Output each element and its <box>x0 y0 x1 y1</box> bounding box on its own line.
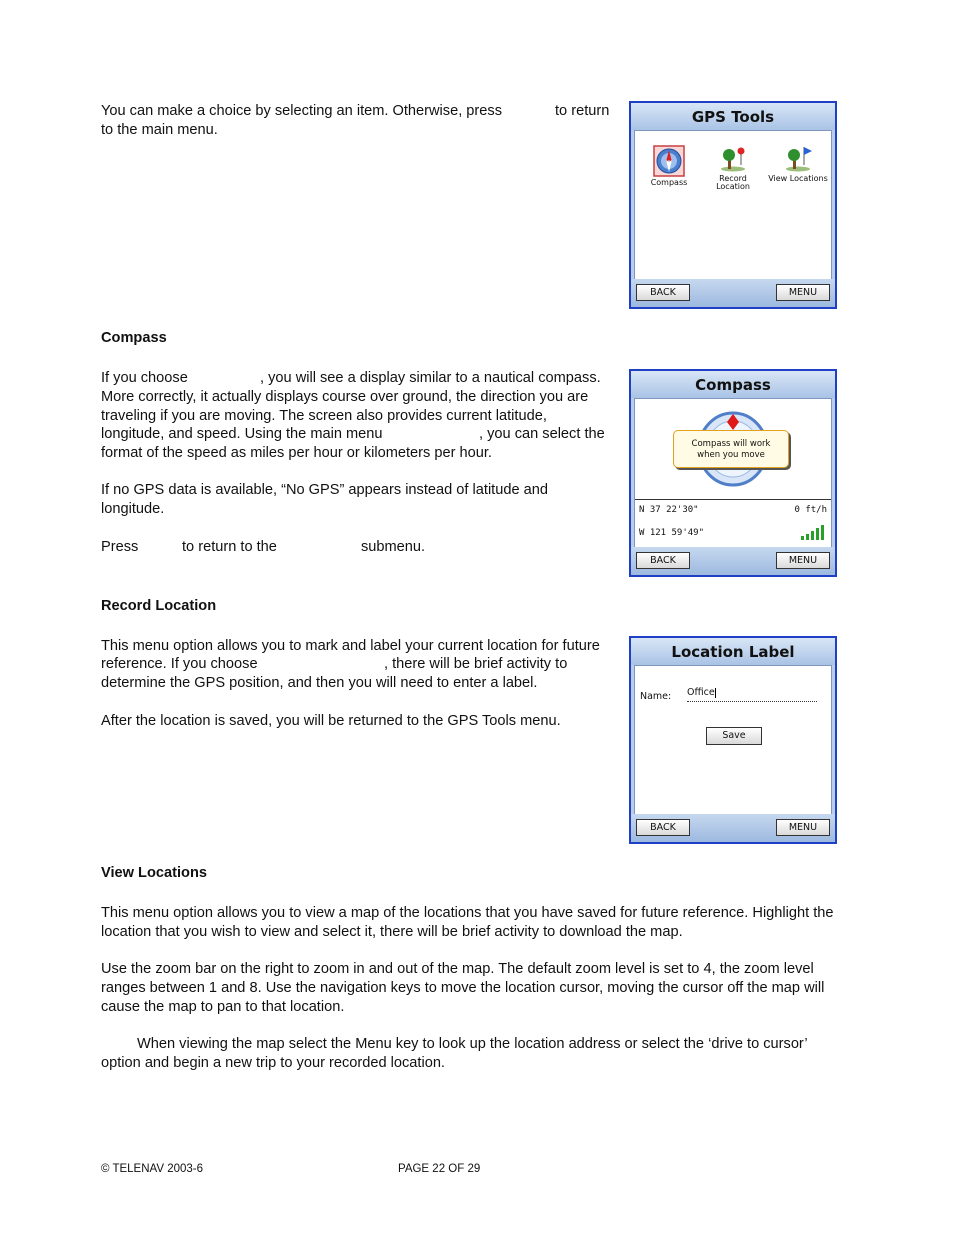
compass-screen <box>629 369 837 577</box>
gps-tools-screen <box>629 101 837 309</box>
signal-strength-icon <box>801 524 827 540</box>
back-button[interactable]: BACK <box>636 819 690 836</box>
record-l2a: reference. If you choose <box>101 656 258 672</box>
tree-flag-icon <box>782 145 814 173</box>
compass-p2-l2: longitude. <box>101 501 165 517</box>
location-label-title: Location Label <box>631 638 835 665</box>
compass-p1-l3: traveling if you are moving. The screen also provides current latitude, <box>101 408 547 424</box>
record-l3: determine the GPS position, and then you will need to enter a label. <box>101 675 538 691</box>
compass-p1-l5: format of the speed as miles per hour or kilometers per hour. <box>101 445 492 461</box>
compass-p3a: Press <box>101 539 139 555</box>
compass-message-line2: when you move <box>697 450 765 460</box>
view-p2-l3: cause the map to pan to that location. <box>101 999 345 1015</box>
back-button[interactable]: BACK <box>636 284 690 301</box>
location-label-screen <box>629 636 837 844</box>
record-l4: After the location is saved, you will be returned to the GPS Tools menu. <box>101 713 561 729</box>
compass-p3b: to return to the <box>182 539 277 555</box>
back-button[interactable]: BACK <box>636 552 690 569</box>
view-p1-l1: This menu option allows you to view a map of the locations that you have saved for future reference. Highlight the <box>101 905 834 921</box>
record-l1: This menu option allows you to mark and label your current location for future <box>101 638 600 654</box>
speed-readout: 0 ft/h <box>794 505 827 515</box>
intro-part1: You can make a choice by selecting an item. Otherwise, press <box>101 103 502 119</box>
record-l2b: , there will be brief activity to <box>384 656 568 672</box>
compass-message-box <box>673 430 789 468</box>
tool-view-locations-label: View Locations <box>768 174 828 183</box>
divider <box>635 499 831 500</box>
view-p1-l2: location that you wish to view and select it, there will be brief activity to download the map. <box>101 924 683 940</box>
compass-p1-l4b: , you can select the <box>479 426 605 442</box>
name-label: Name: <box>640 691 672 702</box>
compass-softkeys <box>631 547 835 575</box>
menu-button[interactable]: MENU <box>776 819 830 836</box>
intro-part3: to the main menu. <box>101 122 218 138</box>
tool-record-location-label: Record Location <box>716 174 750 191</box>
location-label-body <box>634 665 832 816</box>
intro-part2: to return <box>555 103 610 119</box>
compass-p2-l1: If no GPS data is available, “No GPS” appears instead of latitude and <box>101 482 548 498</box>
tool-compass-label: Compass <box>650 178 688 187</box>
compass-icon <box>653 145 685 177</box>
record-heading: Record Location <box>101 598 217 614</box>
tool-record-location[interactable] <box>703 145 763 191</box>
compass-p1-l2: More correctly, it actually displays course over ground, the direction you are <box>101 389 589 405</box>
compass-p1-l4a: longitude, and speed. Using the main menu <box>101 426 383 442</box>
location-label-softkeys <box>631 814 835 842</box>
latitude-readout: N 37 22'30" <box>639 505 699 515</box>
compass-message-line1: Compass will work <box>691 439 771 449</box>
gps-tools-softkeys <box>631 279 835 307</box>
compass-title: Compass <box>631 371 835 398</box>
text-cursor <box>715 688 716 698</box>
name-input-value: Office <box>687 687 715 698</box>
view-p2-l1: Use the zoom bar on the right to zoom in and out of the map. The default zoom level is set to 4, the zoom level <box>101 961 814 977</box>
view-heading: View Locations <box>101 865 207 881</box>
compass-p1-l1b: , you will see a display similar to a nautical compass. <box>260 370 601 386</box>
compass-p1-l1a: If you choose <box>101 370 188 386</box>
view-p3-l1: When viewing the map select the Menu key to look up the location address or select the ‘drive to cursor’ <box>137 1036 808 1052</box>
view-p3-l2: option and begin a new trip to your recorded location. <box>101 1055 445 1071</box>
compass-p3c: submenu. <box>361 539 426 555</box>
menu-button[interactable]: MENU <box>776 552 830 569</box>
gps-tools-title: GPS Tools <box>631 103 835 130</box>
gps-tools-body <box>634 130 832 281</box>
footer-page-number: PAGE 22 OF 29 <box>398 1163 481 1175</box>
menu-button[interactable]: MENU <box>776 284 830 301</box>
compass-heading: Compass <box>101 330 167 346</box>
save-button[interactable]: Save <box>706 727 762 745</box>
tree-pin-icon <box>717 145 749 173</box>
footer-copyright: © TELENAV 2003-6 <box>101 1163 204 1175</box>
longitude-readout: W 121 59'49" <box>639 528 705 538</box>
view-p2-l2: ranges between 1 and 8. Use the navigation keys to move the location cursor, moving the cursor off the map will <box>101 980 825 996</box>
tool-compass[interactable] <box>639 145 699 187</box>
compass-body <box>634 398 832 549</box>
name-input[interactable] <box>687 687 817 702</box>
tool-view-locations[interactable] <box>768 145 828 183</box>
